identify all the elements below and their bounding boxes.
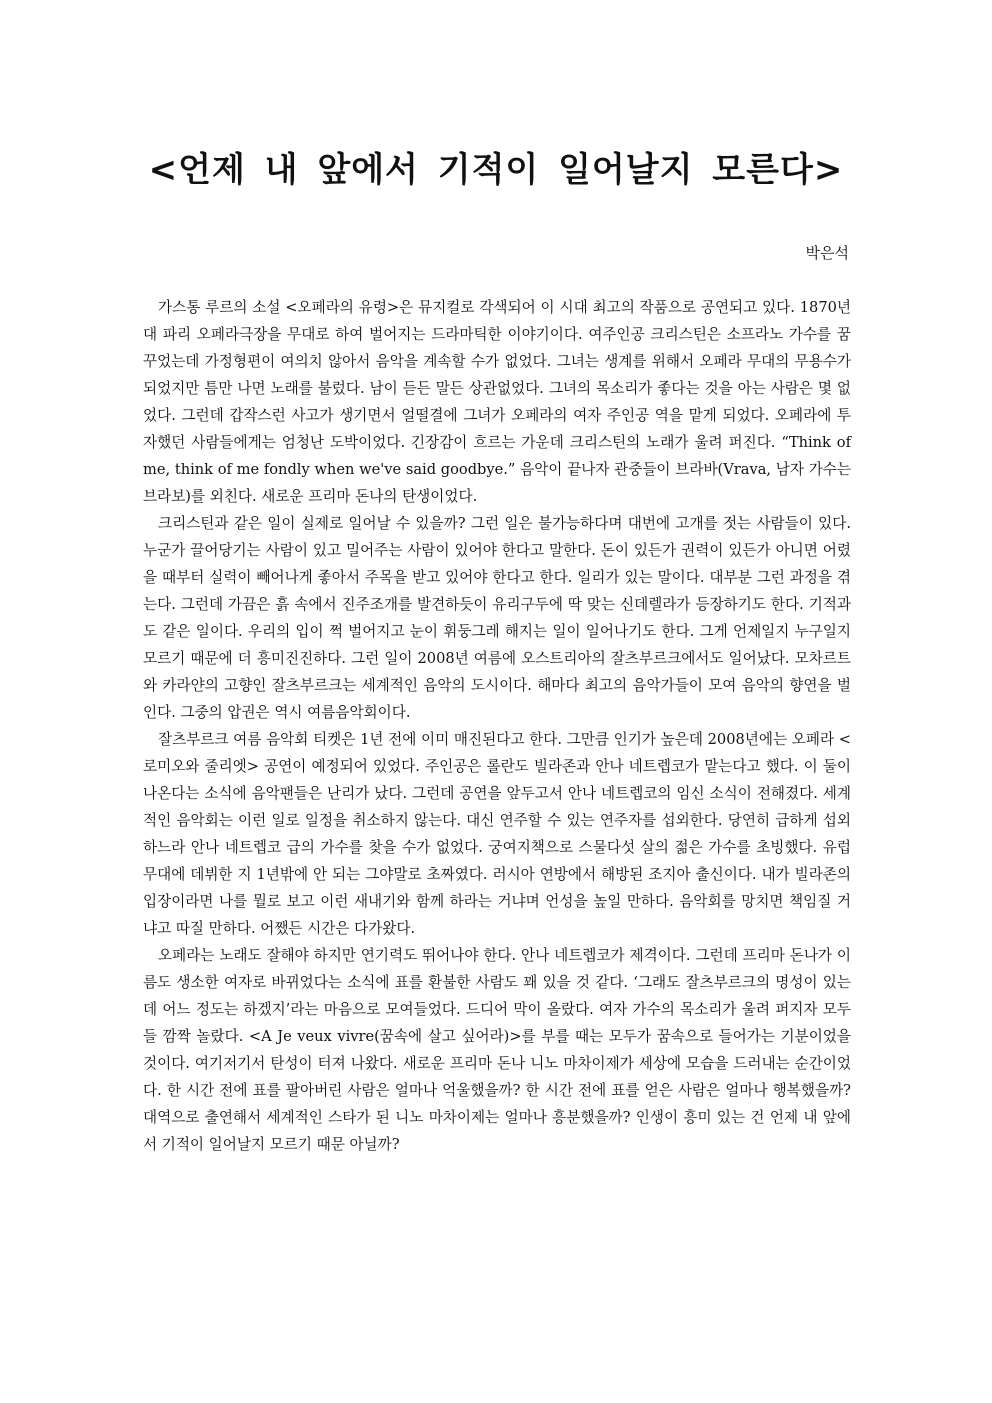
essay-title: <언제 내 앞에서 기적이 일어날지 모른다> [148, 150, 844, 190]
paragraph-4: 오페라는 노래도 잘해야 하지만 연기력도 뛰어나야 한다. 안나 네트렙코가 제격이다. 그런데 프리마 돈나가 이름도 생소한 여자로 바뀌었다는 소식에 표를 환불한 사람도 꽤 있을 것 같다. ‘그래도 잘츠부르크의 명성이 있는데 어느 정도는 하겠지’라는 마음으로 모여들었다. 드디어 막이 올랐다. 여자 가수의 목소리가 울려 퍼지자 모두들 깜짝 놀랐다. <A Je veux vivre(꿈속에 살고 싶어라)>를 부를 때는 모두가 꿈속으로 들어가는 기분이었을 것이다. 여기저기서 탄성이 터져 나왔다. 새로운 프리마 돈나 니노 마차이제가 세상에 모습을 드러내는 순간이었다. 한 시간 전에 표를 팔아버린 사람은 얼마나 억울했을까? 한 시간 전에 표를 얻은 사람은 얼마나 행복했을까? 대역으로 출연해서 세계적인 스타가 된 니노 마차이제는 얼마나 흥분했을까? 인생이 흥미 있는 건 언제 내 앞에서 기적이 일어날지 모르기 때문 아닐까? [143, 947, 851, 1153]
author-name: 박은석 [805, 244, 849, 262]
paragraph-3: 잘츠부르크 여름 음악회 티켓은 1년 전에 이미 매진된다고 한다. 그만큼 인기가 높은데 2008년에는 오페라 <로미오와 줄리엣> 공연이 예정되어 있었다. 주인공은 롤란도 빌라존과 안나 네트렙코가 맡는다고 했다. 이 둘이 나온다는 소식에 음악팬들은 난리가 났다. 그런데 공연을 앞두고서 안나 네트렙코의 임신 소식이 전해졌다. 세계적인 음악회는 이런 일로 일정을 취소하지 않는다. 대신 연주할 수 있는 연주자를 섭외한다. 당연히 급하게 섭외하느라 안나 네트렙코 급의 가수를 찾을 수가 없었다. 궁여지책으로 스물다섯 살의 젊은 가수를 초빙했다. 유럽 무대에 데뷔한 지 1년밖에 안 되는 그야말로 초짜였다. 러시아 연방에서 해방된 조지아 출신이다. 내가 빌라존의 입장이라면 나를 뭘로 보고 이런 새내기와 함께 하라는 거냐며 언성을 높일 만하다. 음악회를 망치면 책임질 거냐고 따질 만하다. 어쨌든 시간은 다가왔다. [143, 731, 851, 937]
paragraph-1: 가스통 루르의 소설 <오페라의 유령>은 뮤지컬로 각색되어 이 시대 최고의 작품으로 공연되고 있다. 1870년대 파리 오페라극장을 무대로 하여 벌어지는 드라마틱한 이야기이다. 여주인공 크리스틴은 소프라노 가수를 꿈꾸었는데 가정형편이 여의치 않아서 음악을 계속할 수가 없었다. 그녀는 생계를 위해서 오페라 무대의 무용수가 되었지만 틈만 나면 노래를 불렀다. 남이 듣든 말든 상관없었다. 그녀의 목소리가 좋다는 것을 아는 사람은 몇 없었다. 그런데 갑작스런 사고가 생기면서 얼떨결에 그녀가 오페라의 여자 주인공 역을 맡게 되었다. 오페라에 투자했던 사람들에게는 엄청난 도박이었다. 긴장감이 흐르는 가운데 크리스틴의 노래가 울려 퍼진다. “Think of me, think of me fondly when we've said goodbye.” 음악이 끝나자 관중들이 브라바(Vrava, 남자 가수는 브라보)를 외친다. 새로운 프리마 돈나의 탄생이었다. [143, 299, 851, 505]
essay-body [143, 294, 851, 1158]
paragraph-2: 크리스틴과 같은 일이 실제로 일어날 수 있을까? 그런 일은 불가능하다며 대번에 고개를 젓는 사람들이 있다. 누군가 끌어당기는 사람이 있고 밀어주는 사람이 있어야 한다고 말한다. 돈이 있든가 권력이 있든가 아니면 어렸을 때부터 실력이 빼어나게 좋아서 주목을 받고 있어야 한다고 한다. 일리가 있는 말이다. 대부분 그런 과정을 겪는다. 그런데 가끔은 흙 속에서 진주조개를 발견하듯이 유리구두에 딱 맞는 신데렐라가 등장하기도 한다. 기적과도 같은 일이다. 우리의 입이 쩍 벌어지고 눈이 휘둥그레 해지는 일이 일어나기도 한다. 그게 언제일지 누구일지 모르기 때문에 더 흥미진진하다. 그런 일이 2008년 여름에 오스트리아의 잘츠부르크에서도 일어났다. 모차르트와 카라얀의 고향인 잘츠부르크는 세계적인 음악의 도시이다. 해마다 최고의 음악가들이 모여 음악의 향연을 벌인다. 그중의 압권은 역시 여름음악회이다. [143, 515, 851, 721]
